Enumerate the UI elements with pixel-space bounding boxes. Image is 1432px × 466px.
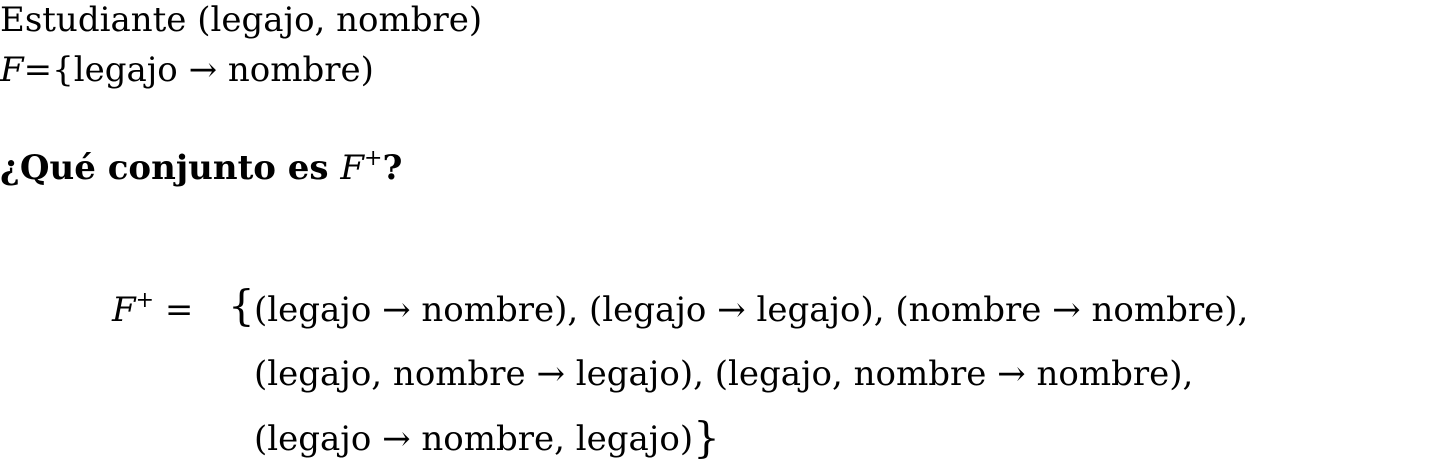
closure-open-brace: { [228, 281, 255, 330]
schema-text: Estudiante (legajo, nombre) [0, 0, 483, 40]
closure-row-1: (legajo → nombre), (legajo → legajo), (nombre → nombre), [254, 290, 1249, 330]
closure-row-3 [254, 413, 720, 462]
closure-row-2: (legajo, nombre → legajo), (legajo, nombre → nombre), [254, 354, 1194, 394]
closure-lhs [112, 290, 193, 330]
closure-row-3-text: (legajo → nombre, legajo) [254, 419, 694, 459]
question-superscript: + [364, 146, 383, 171]
f-definition-line [0, 50, 374, 90]
question-f-symbol: F [340, 148, 364, 188]
closure-superscript: + [135, 288, 155, 313]
closure-f-symbol: F [112, 290, 136, 330]
question-prefix: ¿Qué conjunto es [0, 148, 341, 188]
f-definition-text: ={legajo → nombre) [23, 50, 374, 90]
closure-close-brace: } [693, 413, 720, 462]
f-symbol: F [0, 50, 24, 90]
schema-line [0, 0, 482, 40]
question-suffix: ? [382, 148, 403, 188]
closure-equals: = [154, 290, 194, 330]
question-heading [0, 148, 402, 188]
